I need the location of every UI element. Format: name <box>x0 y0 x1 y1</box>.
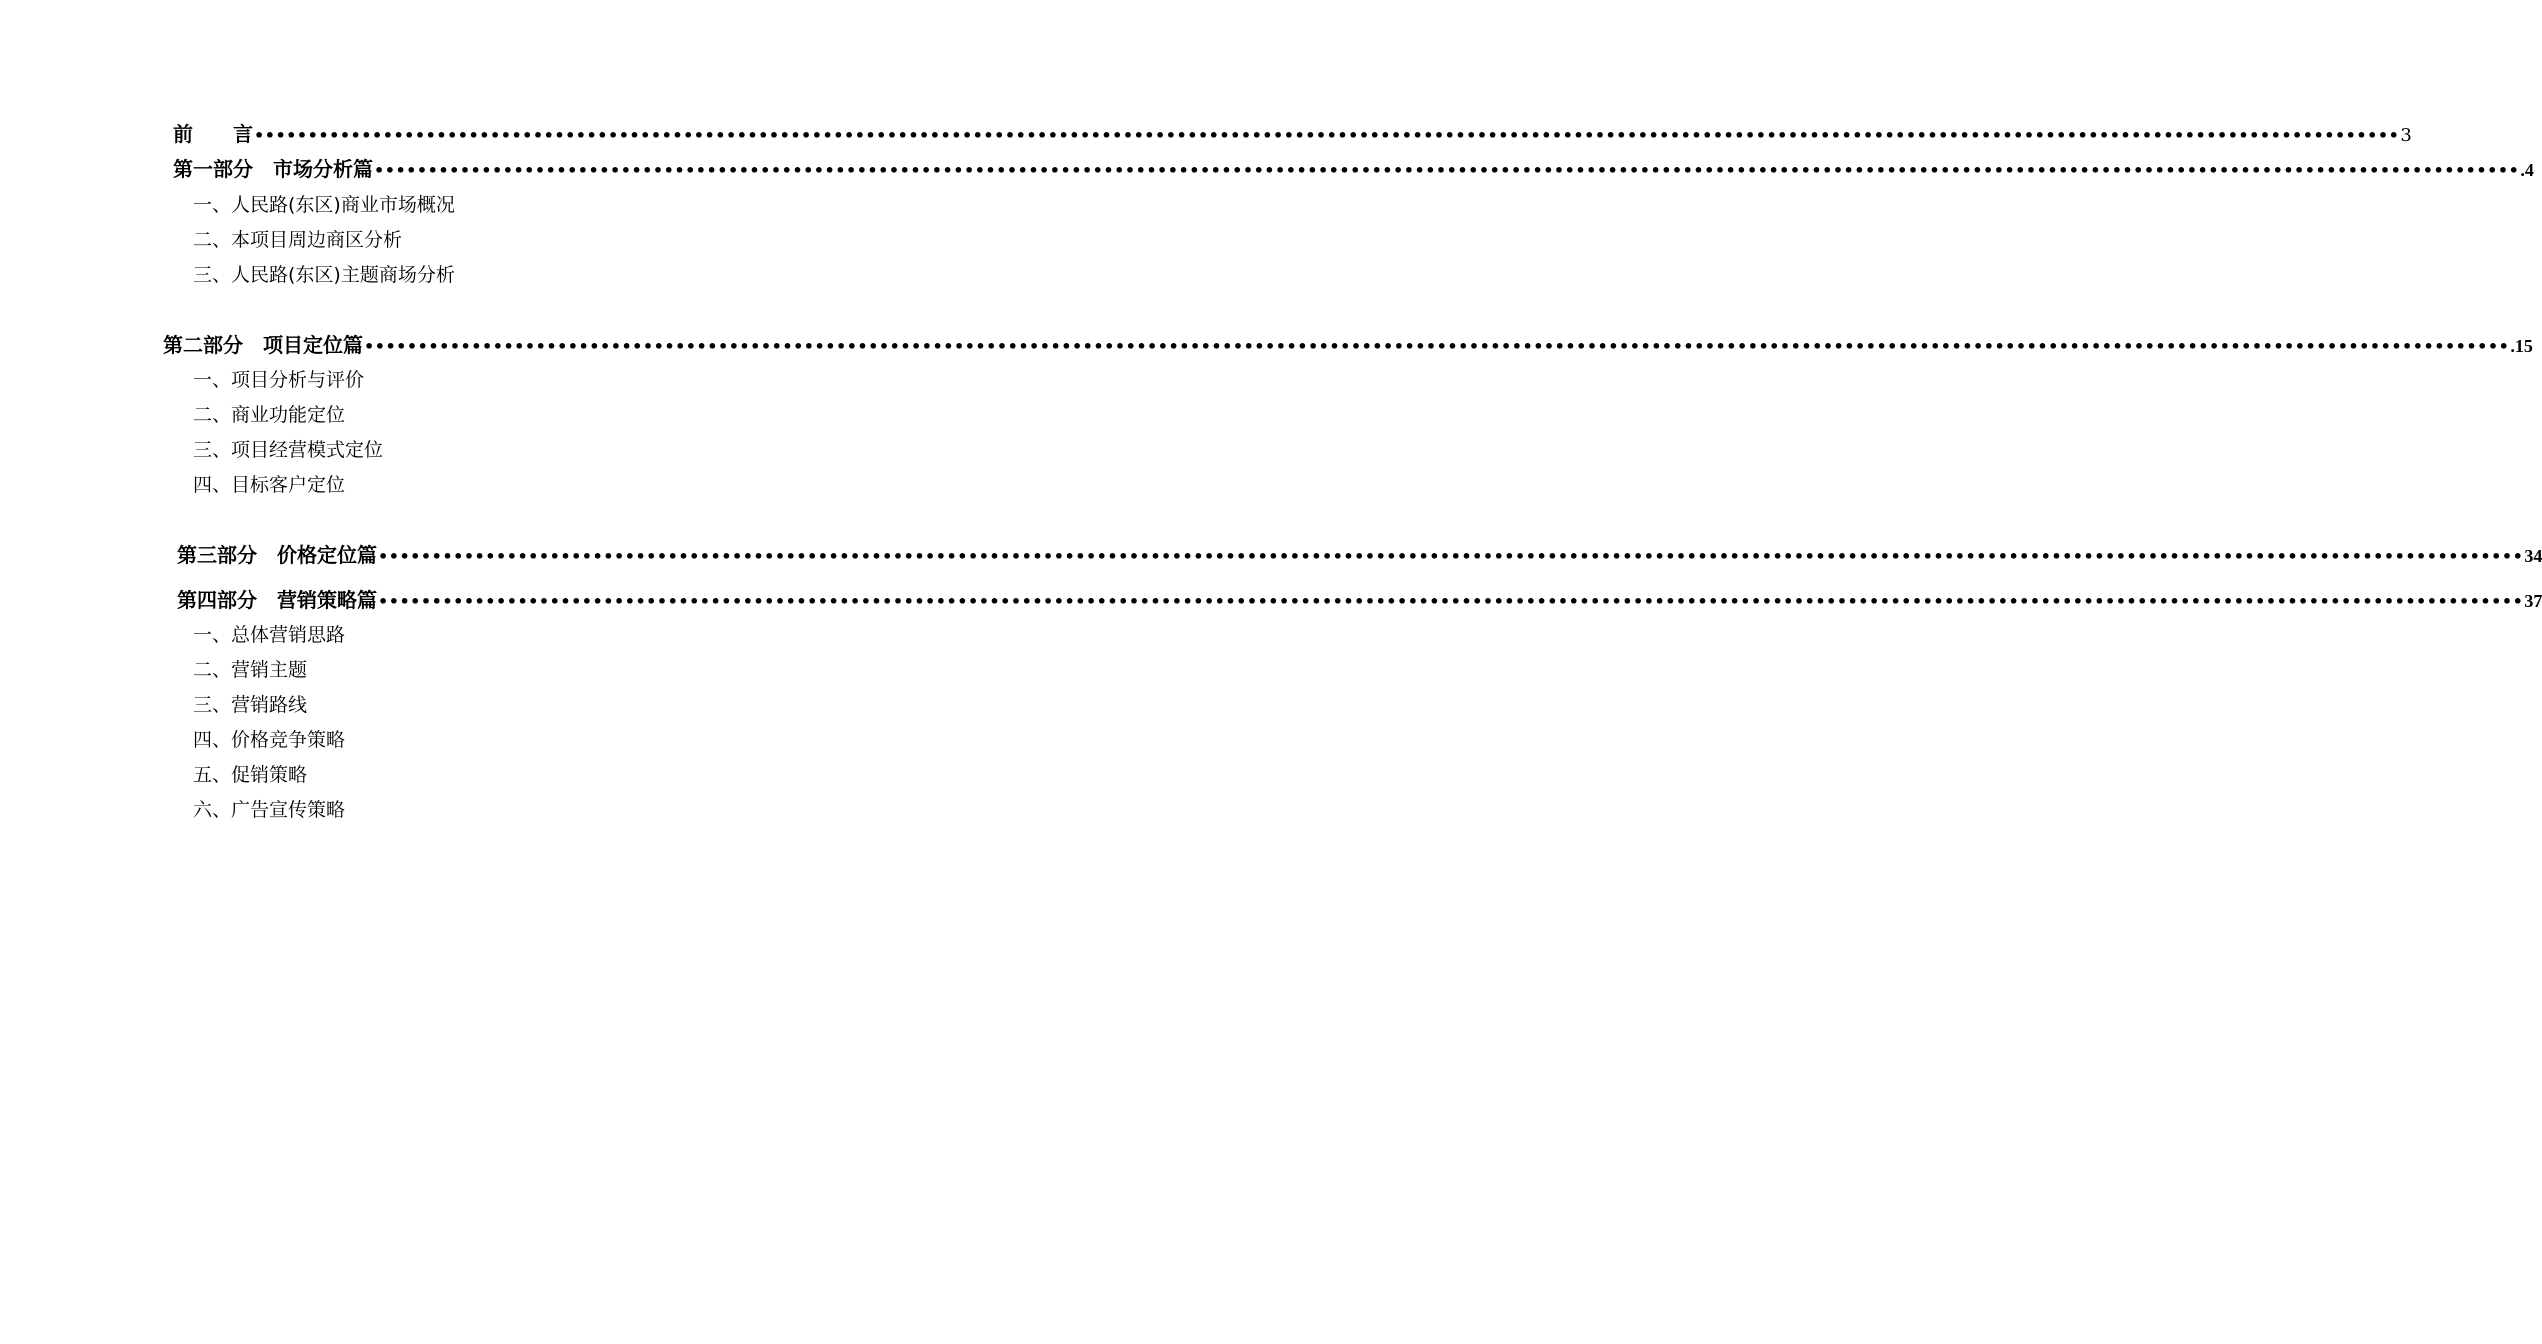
toc-subitem[interactable]: 三、人民路(东区)主题商场分析 <box>193 264 455 286</box>
toc-subitem[interactable]: 六、广告宣传策略 <box>193 799 346 821</box>
toc-entry-page: .15 <box>2510 336 2533 356</box>
toc-entry-title: 第四部分 营销策略篇 <box>177 588 377 612</box>
toc-entry-title: 第三部分 价格定位篇 <box>177 543 377 567</box>
toc-subitem[interactable]: 五、促销策略 <box>193 764 308 786</box>
dot-leader: •••••••••••••••••••••••••••••••••••••••••••••••••••••••••••••••••••••••••••••••••••••••••••••••••••••••••••••••••••••••••••••••••••••••••••••••••••••••••••••••••••••••••••••••••••••••••••••••••••••••• <box>374 161 2520 180</box>
dot-leader: •••••••••••••••••••••••••••••••••••••••••••••••••••••••••••••••••••••••••••••••••••••••••••••••••••••••••••••••••••••••••••••••••••••••••••••••••••••••••••••••••••••••••••••••••••••••••••••••••••••••• <box>254 126 2400 145</box>
toc-entry-title: 第二部分 项目定位篇 <box>163 333 363 357</box>
toc-entry-page: 3 <box>2400 125 2412 146</box>
toc-entry-title: 前 言 <box>173 122 253 146</box>
toc-entry-page: 37 <box>2524 591 2542 611</box>
toc-subitem[interactable]: 一、人民路(东区)商业市场概况 <box>193 194 455 216</box>
toc-entry-foreword[interactable] <box>173 119 2412 149</box>
toc-subitem[interactable]: 二、商业功能定位 <box>193 404 346 426</box>
toc-entry-part-3[interactable] <box>177 540 2542 570</box>
toc-subitem[interactable]: 四、目标客户定位 <box>193 474 346 496</box>
toc-subitem[interactable]: 二、本项目周边商区分析 <box>193 229 403 251</box>
toc-entry-part-1[interactable] <box>173 154 2534 184</box>
dot-leader: •••••••••••••••••••••••••••••••••••••••••••••••••••••••••••••••••••••••••••••••••••••••••••••••••••••••••••••••••••••••••••••••••••••••••••••••••••••••••••••••••••••••••••••••••••••••••••••••••••••••• <box>378 592 2524 611</box>
toc-entry-page: .4 <box>2520 160 2534 180</box>
toc-entry-title: 第一部分 市场分析篇 <box>173 157 373 181</box>
toc-subitem[interactable]: 三、营销路线 <box>193 694 308 716</box>
dot-leader: •••••••••••••••••••••••••••••••••••••••••••••••••••••••••••••••••••••••••••••••••••••••••••••••••••••••••••••••••••••••••••••••••••••••••••••••••••••••••••••••••••••••••••••••••••••••••••••••••••••••• <box>364 337 2510 356</box>
toc-entry-part-4[interactable] <box>177 585 2542 615</box>
toc-subitem[interactable]: 一、项目分析与评价 <box>193 369 365 391</box>
toc-subitem[interactable]: 二、营销主题 <box>193 659 308 681</box>
toc-subitem[interactable]: 三、项目经营模式定位 <box>193 439 384 461</box>
toc-subitem[interactable]: 四、价格竞争策略 <box>193 729 346 751</box>
toc-entry-part-2[interactable] <box>163 330 2533 360</box>
dot-leader: •••••••••••••••••••••••••••••••••••••••••••••••••••••••••••••••••••••••••••••••••••••••••••••••••••••••••••••••••••••••••••••••••••••••••••••••••••••••••••••••••••••••••••••••••••••••••••••••••••••••• <box>378 547 2524 566</box>
toc-entry-page: 34 <box>2524 546 2542 566</box>
toc-subitem[interactable]: 一、总体营销思路 <box>193 624 346 646</box>
